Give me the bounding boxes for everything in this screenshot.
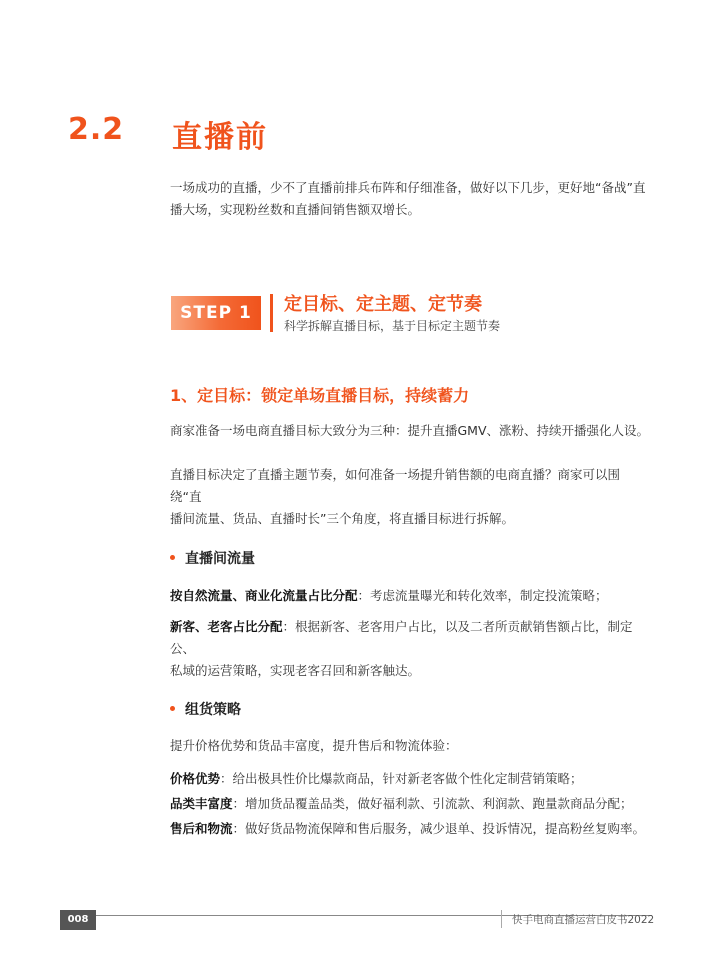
goal-paragraph-2-line-1: 直播目标决定了直播主题节奏，如何准备一场提升销售额的电商直播？商家可以围绕“直 [170, 467, 621, 504]
footer-title: 快手电商直播运营白皮书2022 [512, 914, 655, 926]
step-title: 定目标、定主题、定节奏 [284, 294, 482, 315]
goods-item-2-label: 品类丰富度 [170, 796, 233, 811]
traffic-heading-label: 直播间流量 [185, 551, 255, 567]
goods-item-1-label: 价格优势 [170, 771, 221, 786]
section-number: 2.2 [68, 112, 125, 147]
footer-separator [501, 910, 502, 928]
traffic-item-2-text-2: 私域的运营策略，实现老客召回和新客触达。 [170, 663, 421, 678]
goods-item-1-text: ：给出极具性价比爆款商品，针对新老客做个性化定制营销策略； [220, 771, 583, 786]
bullet-dot-icon [170, 706, 175, 711]
goods-heading [170, 699, 241, 719]
traffic-item-2-label: 新客、老客占比分配 [170, 619, 283, 634]
goods-intro: 提升价格优势和货品丰富度，提升售后和物流体验： [170, 738, 458, 753]
traffic-item-1-label: 按自然流量、商业化流量占比分配 [170, 588, 358, 603]
traffic-item-2-text-1: ：根据新客、老客用户占比，以及二者所贡献销售额占比，制定公、 [170, 619, 633, 656]
goods-item-2-text: ：增加货品覆盖品类，做好福利款、引流款、利润款、跑量款商品分配； [232, 796, 633, 811]
bullet-dot-icon [170, 555, 175, 560]
step-subtitle: 科学拆解直播目标，基于目标定主题节奏 [284, 319, 501, 333]
step-badge: STEP 1 [171, 296, 261, 330]
section-title: 直播前 [172, 120, 268, 155]
goods-item-2 [170, 793, 650, 815]
goods-item-3-label: 售后和物流 [170, 821, 233, 836]
traffic-heading [170, 548, 255, 568]
intro-paragraph [170, 177, 650, 221]
goal-paragraph-1: 商家准备一场电商直播目标大致分为三种：提升直播GMV、涨粉、持续开播强化人设。 [170, 423, 650, 438]
traffic-item-2 [170, 616, 650, 682]
goal-heading: 1、定目标：锁定单场直播目标，持续蓄力 [170, 386, 470, 405]
page-number: 008 [60, 910, 96, 930]
goal-paragraph-2-line-2: 播间流量、货品、直播时长”三个角度，将直播目标进行拆解。 [170, 511, 514, 526]
intro-line-1: 一场成功的直播，少不了直播前排兵布阵和仔细准备，做好以下几步，更好地“备战”直 [170, 180, 646, 195]
goods-item-3-text: ：做好货品物流保障和售后服务，减少退单、投诉情况，提高粉丝复购率。 [232, 821, 646, 836]
goods-item-1 [170, 768, 650, 790]
goods-heading-label: 组货策略 [185, 702, 241, 718]
goods-item-3 [170, 818, 650, 840]
goal-paragraph-2 [170, 464, 650, 530]
traffic-item-1 [170, 585, 650, 607]
intro-line-2: 播大场，实现粉丝数和直播间销售额双增长。 [170, 202, 421, 217]
step-divider [270, 294, 273, 332]
traffic-item-1-text: ：考虑流量曝光和转化效率，制定投流策略； [357, 588, 608, 603]
